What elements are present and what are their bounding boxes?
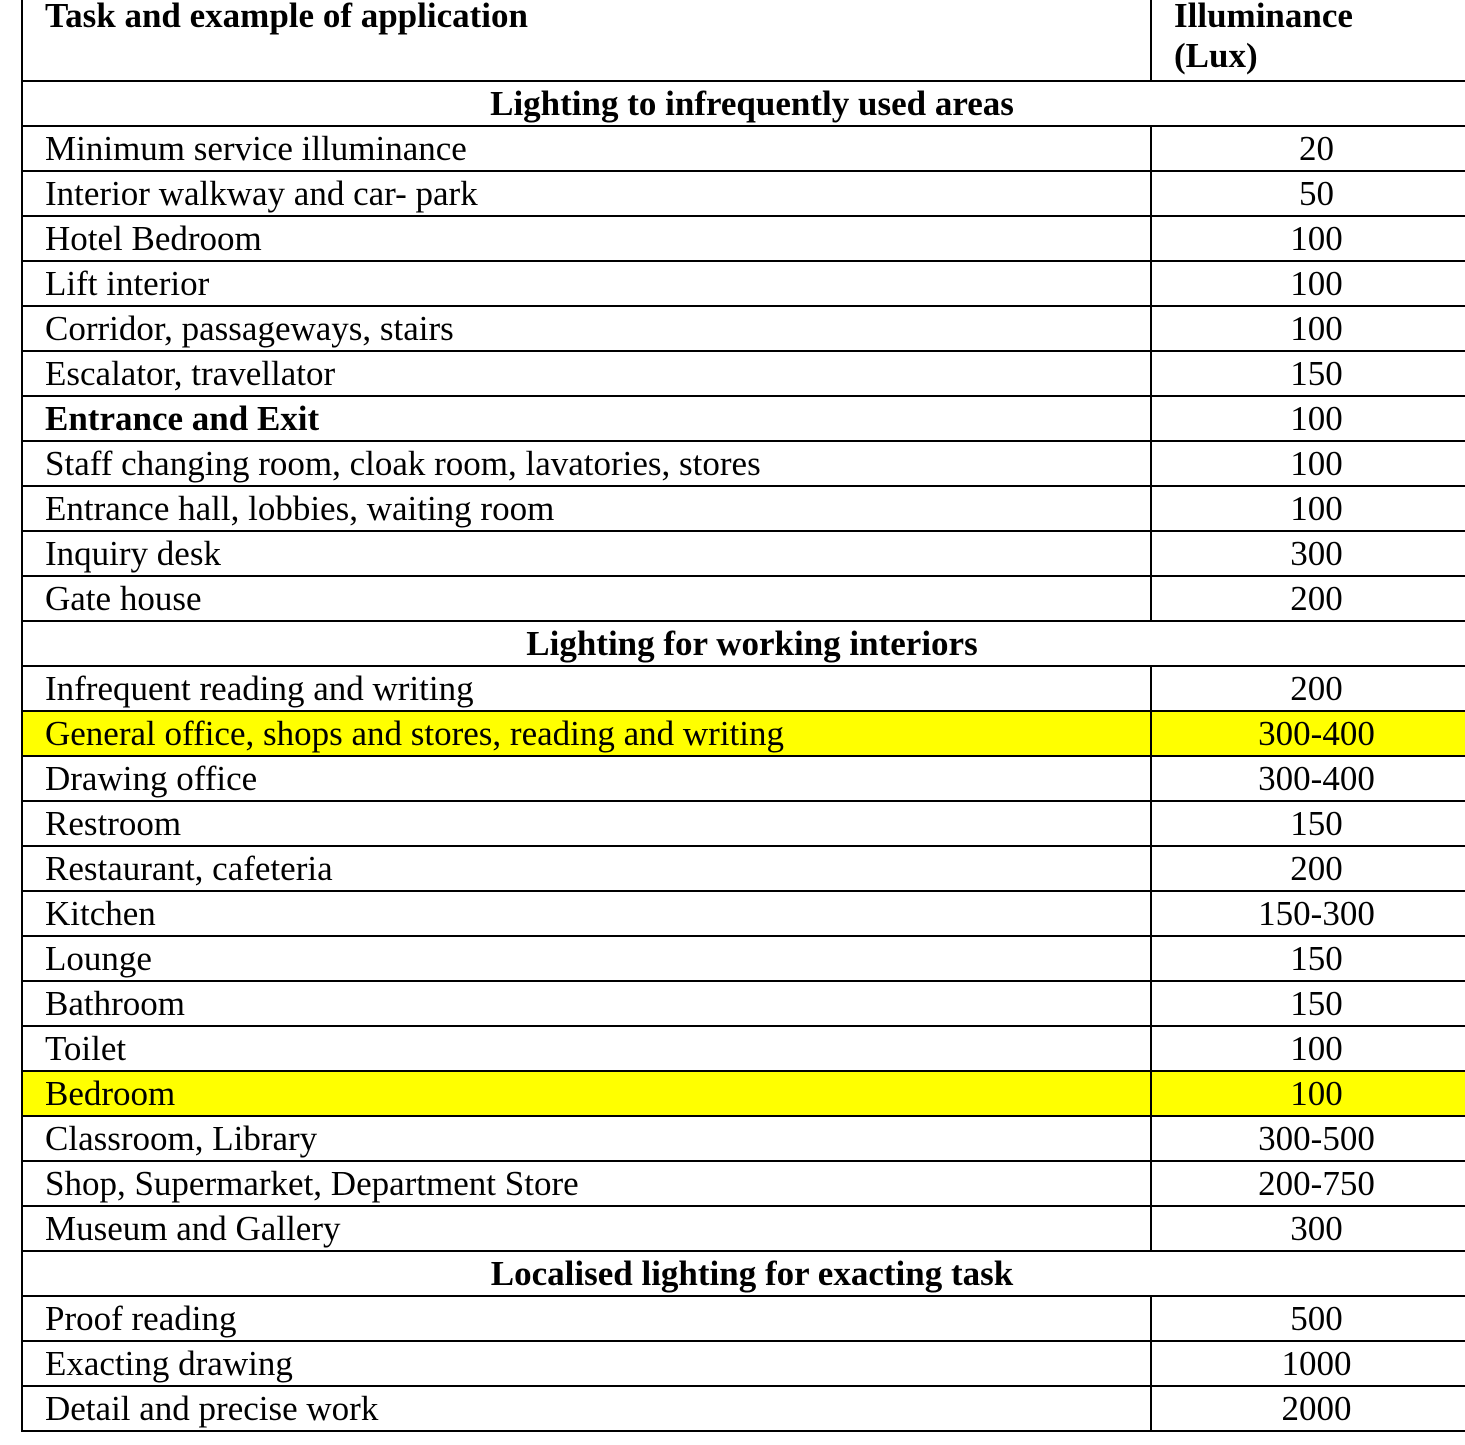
task-cell: Hotel Bedroom — [22, 216, 1151, 261]
illuminance-cell: 200-750 — [1151, 1161, 1465, 1206]
table-row — [22, 396, 1465, 441]
task-cell: Drawing office — [22, 756, 1151, 801]
task-cell: Exacting drawing — [22, 1341, 1151, 1386]
task-cell: Bathroom — [22, 981, 1151, 1026]
table-row — [22, 756, 1465, 801]
table-row — [22, 981, 1465, 1026]
illuminance-cell: 200 — [1151, 666, 1465, 711]
illuminance-cell: 150-300 — [1151, 891, 1465, 936]
task-cell: Bedroom — [22, 1071, 1151, 1116]
task-cell: Shop, Supermarket, Department Store — [22, 1161, 1151, 1206]
table-row — [22, 666, 1465, 711]
column-header-illuminance — [1151, 0, 1465, 81]
table-row — [22, 576, 1465, 621]
task-cell: Entrance hall, lobbies, waiting room — [22, 486, 1151, 531]
task-cell: Kitchen — [22, 891, 1151, 936]
task-cell: Escalator, travellator — [22, 351, 1151, 396]
table-row — [22, 801, 1465, 846]
table-row — [22, 891, 1465, 936]
illuminance-cell: 100 — [1151, 306, 1465, 351]
illuminance-cell: 100 — [1151, 441, 1465, 486]
section-title: Localised lighting for exacting task — [22, 1251, 1465, 1296]
illuminance-cell: 100 — [1151, 216, 1465, 261]
section-header-row — [22, 621, 1465, 666]
illuminance-cell: 150 — [1151, 981, 1465, 1026]
table-row — [22, 441, 1465, 486]
table-row — [22, 1206, 1465, 1251]
table-row — [22, 1386, 1465, 1431]
illuminance-cell: 150 — [1151, 801, 1465, 846]
table-row — [22, 171, 1465, 216]
task-cell: Museum and Gallery — [22, 1206, 1151, 1251]
table-row — [22, 846, 1465, 891]
task-cell: Staff changing room, cloak room, lavatories, stores — [22, 441, 1151, 486]
table-row — [22, 261, 1465, 306]
illuminance-cell: 200 — [1151, 846, 1465, 891]
task-cell: Entrance and Exit — [22, 396, 1151, 441]
illuminance-cell: 300-400 — [1151, 756, 1465, 801]
section-header-row — [22, 81, 1465, 126]
table-row — [22, 1026, 1465, 1071]
illuminance-cell: 300 — [1151, 531, 1465, 576]
task-cell: Lift interior — [22, 261, 1151, 306]
illuminance-cell: 2000 — [1151, 1386, 1465, 1431]
illuminance-cell: 200 — [1151, 576, 1465, 621]
table-row — [22, 1116, 1465, 1161]
task-cell: Toilet — [22, 1026, 1151, 1071]
table-row — [22, 216, 1465, 261]
illuminance-cell: 300-500 — [1151, 1116, 1465, 1161]
task-cell: Infrequent reading and writing — [22, 666, 1151, 711]
header-lux-line2: (Lux) — [1174, 36, 1258, 75]
illuminance-cell: 300-400 — [1151, 711, 1465, 756]
table-row — [22, 711, 1465, 756]
table-row — [22, 531, 1465, 576]
illuminance-cell: 150 — [1151, 936, 1465, 981]
illuminance-cell: 100 — [1151, 1071, 1465, 1116]
task-cell: Gate house — [22, 576, 1151, 621]
table-row — [22, 306, 1465, 351]
section-header-row — [22, 1251, 1465, 1296]
illuminance-cell: 300 — [1151, 1206, 1465, 1251]
illuminance-cell: 150 — [1151, 351, 1465, 396]
illuminance-table — [21, 0, 1465, 1432]
section-title: Lighting for working interiors — [22, 621, 1465, 666]
task-cell: Inquiry desk — [22, 531, 1151, 576]
task-cell: Corridor, passageways, stairs — [22, 306, 1151, 351]
illuminance-cell: 100 — [1151, 261, 1465, 306]
table-row — [22, 351, 1465, 396]
illuminance-cell: 100 — [1151, 1026, 1465, 1071]
table-row — [22, 486, 1465, 531]
illuminance-cell: 1000 — [1151, 1341, 1465, 1386]
illuminance-cell: 100 — [1151, 396, 1465, 441]
illuminance-cell: 50 — [1151, 171, 1465, 216]
table-row — [22, 1341, 1465, 1386]
task-cell: Proof reading — [22, 1296, 1151, 1341]
illuminance-cell: 500 — [1151, 1296, 1465, 1341]
task-cell: Lounge — [22, 936, 1151, 981]
illuminance-cell: 100 — [1151, 486, 1465, 531]
illuminance-cell: 20 — [1151, 126, 1465, 171]
table-row — [22, 1296, 1465, 1341]
task-cell: Minimum service illuminance — [22, 126, 1151, 171]
header-lux-line1: Illuminance — [1174, 0, 1353, 35]
table-row — [22, 1161, 1465, 1206]
task-cell: Detail and precise work — [22, 1386, 1151, 1431]
table-row — [22, 126, 1465, 171]
task-cell: Classroom, Library — [22, 1116, 1151, 1161]
section-title: Lighting to infrequently used areas — [22, 81, 1465, 126]
task-cell: Restroom — [22, 801, 1151, 846]
column-header-task: Task and example of application — [22, 0, 1151, 81]
table-row — [22, 1071, 1465, 1116]
table-body — [22, 81, 1465, 1431]
table-row — [22, 936, 1465, 981]
task-cell: General office, shops and stores, reading and writing — [22, 711, 1151, 756]
task-cell: Interior walkway and car- park — [22, 171, 1151, 216]
header-row — [22, 0, 1465, 81]
task-cell: Restaurant, cafeteria — [22, 846, 1151, 891]
